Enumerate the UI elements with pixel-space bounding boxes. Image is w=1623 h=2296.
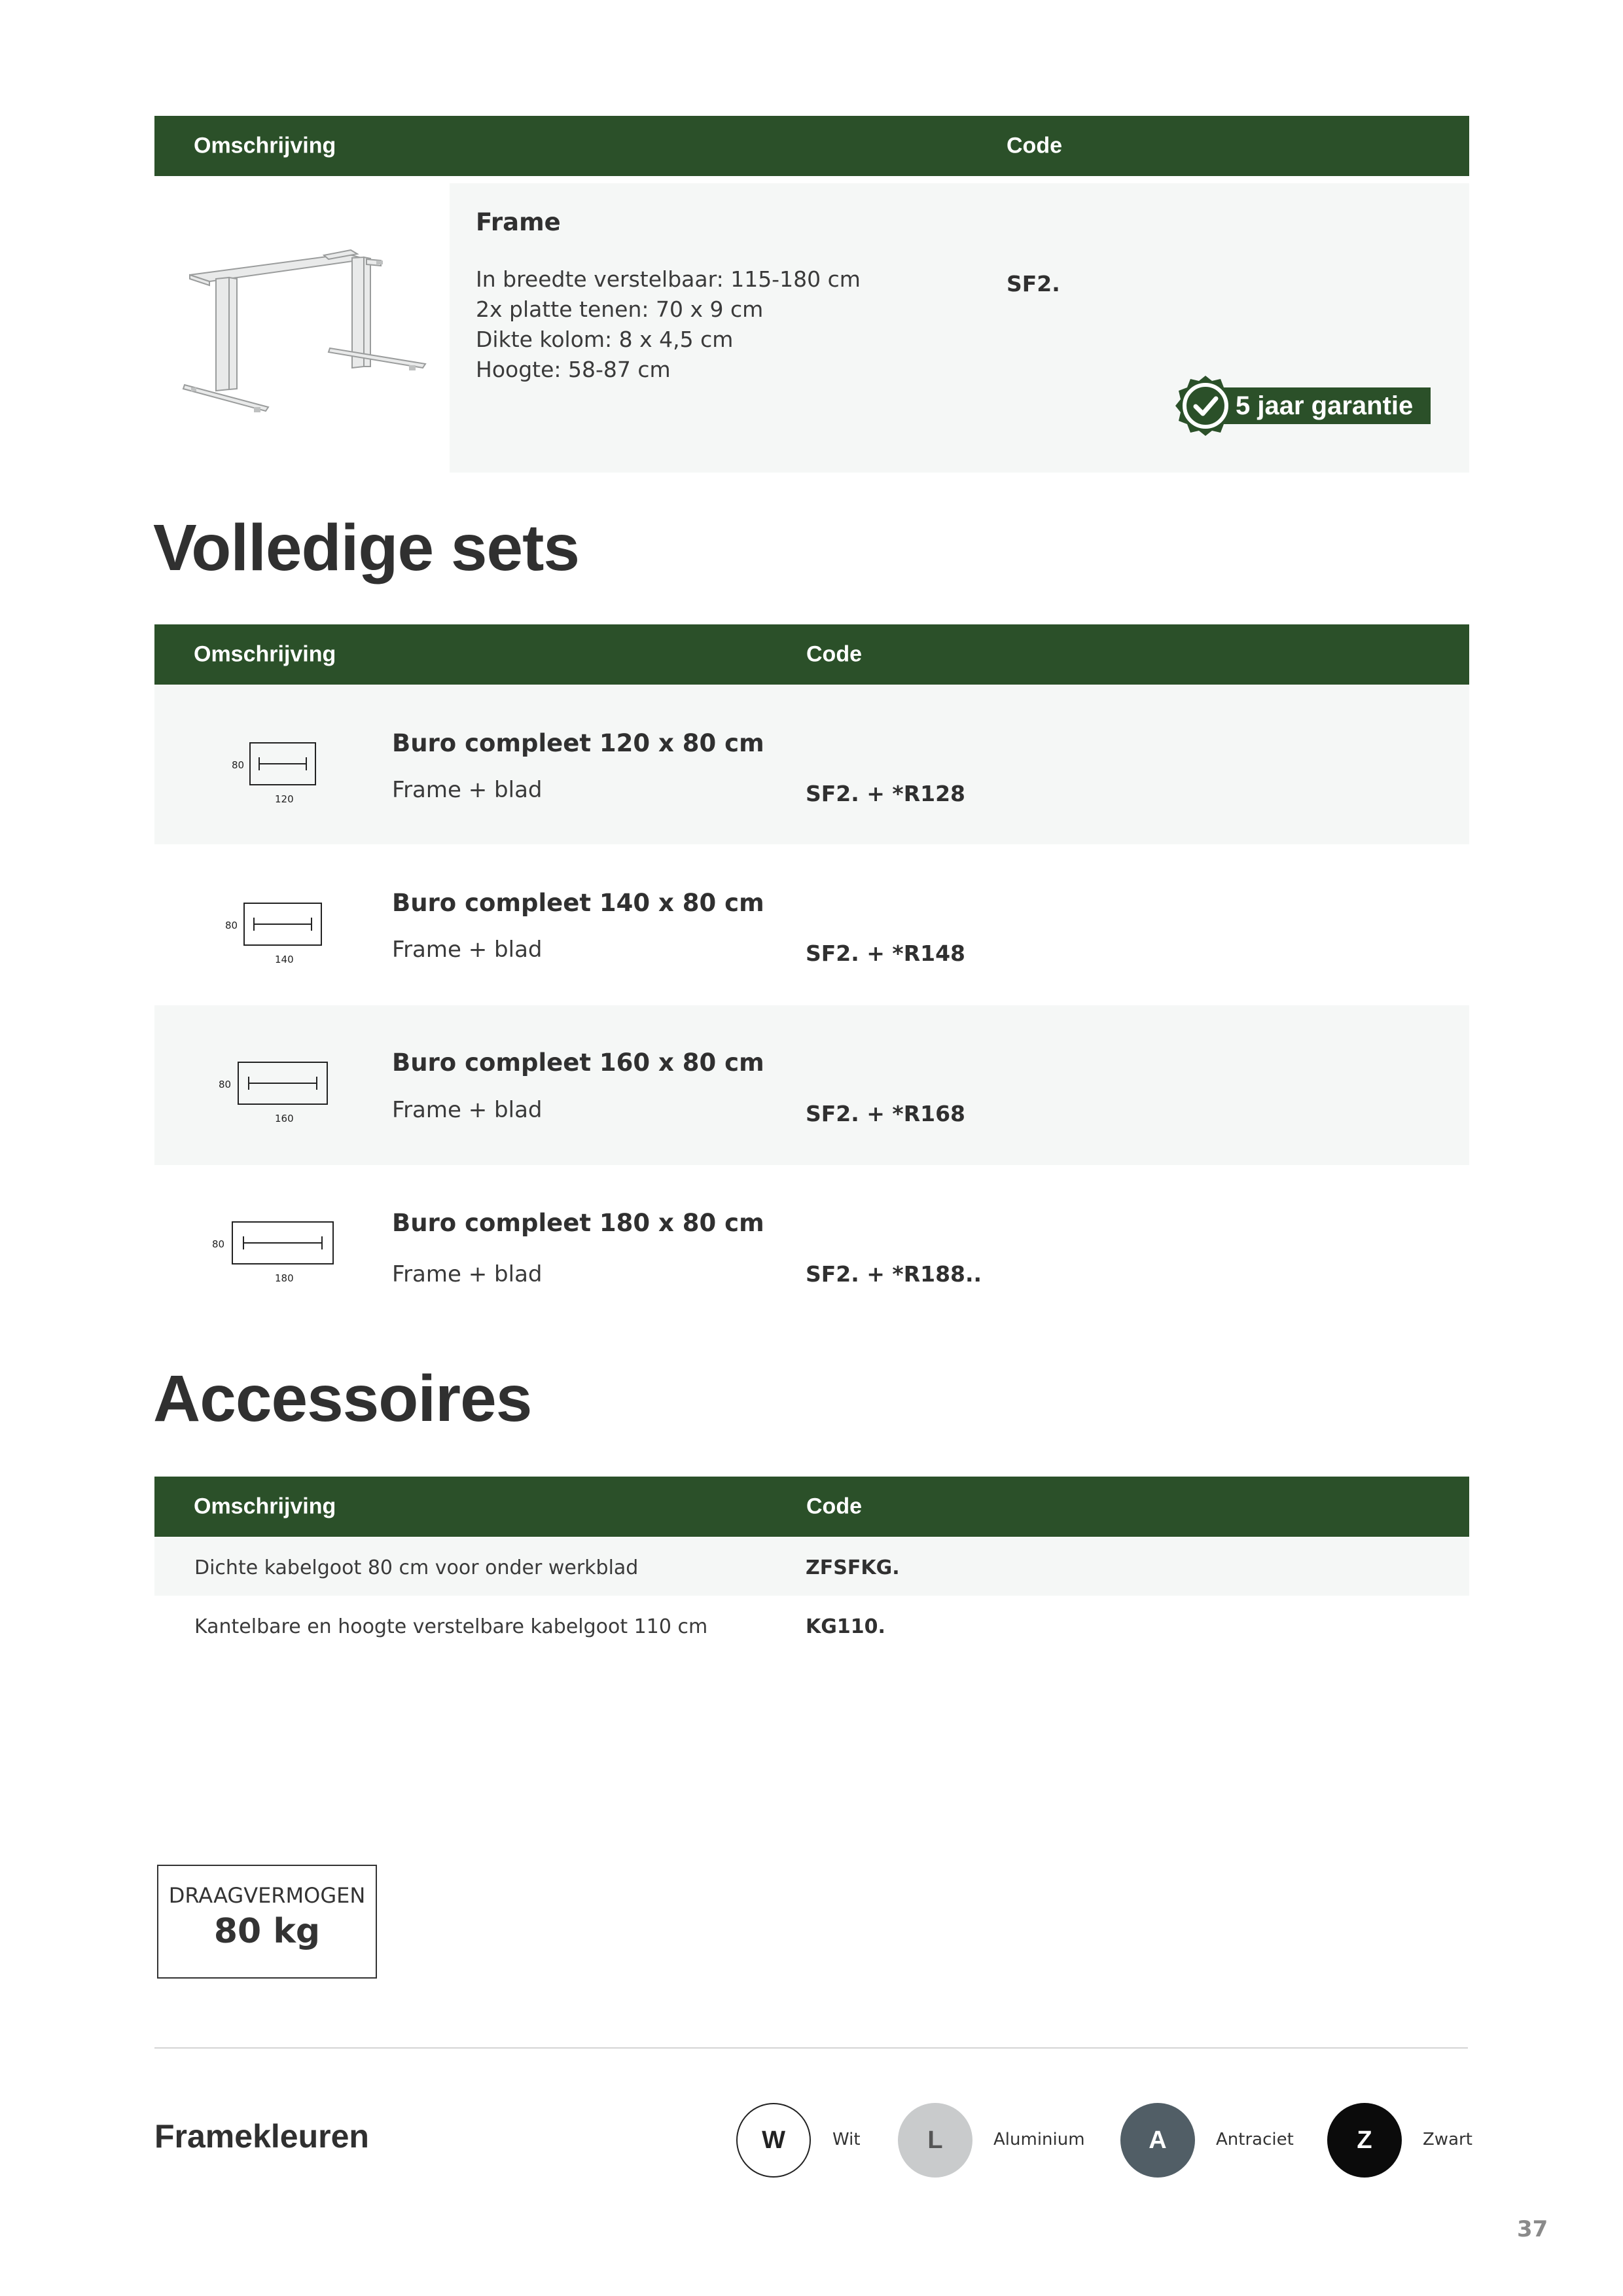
header-description: Omschrijving: [194, 133, 336, 158]
header-description: Omschrijving: [194, 641, 336, 667]
color-swatch-zwart: [1327, 2103, 1402, 2178]
depth-label: 80: [219, 1079, 232, 1090]
frame-spec-width: In breedte verstelbaar: 115-180 cm: [476, 266, 861, 292]
swatch-letter: L: [927, 2126, 943, 2154]
page-number: 37: [1517, 2216, 1548, 2242]
color-swatch-aluminium: [898, 2103, 972, 2178]
desk-size-diagram-180: [203, 1215, 360, 1287]
load-capacity-box: [157, 1865, 377, 1979]
desk-size-diagram-140: [216, 897, 347, 969]
set-subtitle: Frame + blad: [392, 937, 543, 963]
set-code: SF2. + *R148: [806, 941, 965, 966]
header-code: Code: [1007, 133, 1062, 158]
header-code: Code: [806, 641, 862, 667]
frame-spec-column: Dikte kolom: 8 x 4,5 cm: [476, 327, 734, 352]
set-subtitle: Frame + blad: [392, 1097, 543, 1123]
color-swatch-antraciet: [1120, 2103, 1195, 2178]
depth-label: 80: [225, 920, 238, 931]
frame-spec-feet: 2x platte tenen: 70 x 9 cm: [476, 296, 764, 322]
sets-heading: Volledige sets: [153, 511, 580, 584]
frame-table-header: [154, 116, 1469, 176]
set-code: SF2. + *R188..: [806, 1261, 982, 1287]
width-label: 180: [275, 1272, 294, 1284]
width-label: 120: [275, 793, 294, 805]
accessory-code: KG110.: [806, 1615, 885, 1638]
set-title: Buro compleet 140 x 80 cm: [392, 889, 764, 917]
color-label: Wit: [832, 2130, 861, 2149]
set-subtitle: Frame + blad: [392, 1261, 543, 1287]
accessory-description: Dichte kabelgoot 80 cm voor onder werkblad: [194, 1556, 639, 1579]
color-label: Zwart: [1423, 2130, 1472, 2149]
depth-label: 80: [212, 1238, 225, 1250]
load-capacity-value: 80 kg: [213, 1912, 321, 1951]
frame-spec-height: Hoogte: 58-87 cm: [476, 357, 671, 382]
frame-specs: [476, 264, 861, 385]
frame-colors-heading: Framekleuren: [154, 2118, 369, 2155]
frame-title: Frame: [476, 208, 561, 236]
depth-label: 80: [232, 759, 245, 771]
width-label: 140: [275, 954, 294, 965]
warranty-badge: [1175, 376, 1431, 436]
divider: [154, 2047, 1468, 2049]
desk-size-diagram-160: [209, 1056, 353, 1128]
accessory-description: Kantelbare en hoogte verstelbare kabelgoot 110 cm: [194, 1615, 708, 1638]
set-code: SF2. + *R168: [806, 1101, 965, 1126]
swatch-letter: W: [762, 2126, 785, 2154]
swatch-letter: Z: [1357, 2126, 1372, 2154]
set-subtitle: Frame + blad: [392, 777, 543, 803]
header-description: Omschrijving: [194, 1494, 336, 1519]
set-title: Buro compleet 160 x 80 cm: [392, 1049, 764, 1077]
sets-table-header: [154, 624, 1469, 685]
accessory-code: ZFSFKG.: [806, 1556, 900, 1579]
color-label: Aluminium: [993, 2130, 1085, 2149]
load-capacity-label: DRAAGVERMOGEN: [168, 1883, 366, 1908]
frame-code: SF2.: [1007, 271, 1060, 296]
checkmark-seal-icon: [1175, 376, 1236, 436]
header-code: Code: [806, 1494, 862, 1519]
set-title: Buro compleet 180 x 80 cm: [392, 1209, 764, 1237]
desk-size-diagram-120: [223, 736, 340, 808]
accessories-table-header: [154, 1477, 1469, 1537]
color-label: Antraciet: [1216, 2130, 1294, 2149]
table-row: [154, 686, 1469, 844]
set-title: Buro compleet 120 x 80 cm: [392, 729, 764, 757]
warranty-label: 5 jaar garantie: [1236, 391, 1414, 420]
set-code: SF2. + *R128: [806, 781, 965, 806]
color-swatch-white: [736, 2103, 811, 2178]
accessories-heading: Accessoires: [153, 1362, 532, 1435]
frame-product-image: [177, 236, 438, 419]
swatch-letter: A: [1149, 2126, 1167, 2154]
width-label: 160: [275, 1113, 294, 1124]
